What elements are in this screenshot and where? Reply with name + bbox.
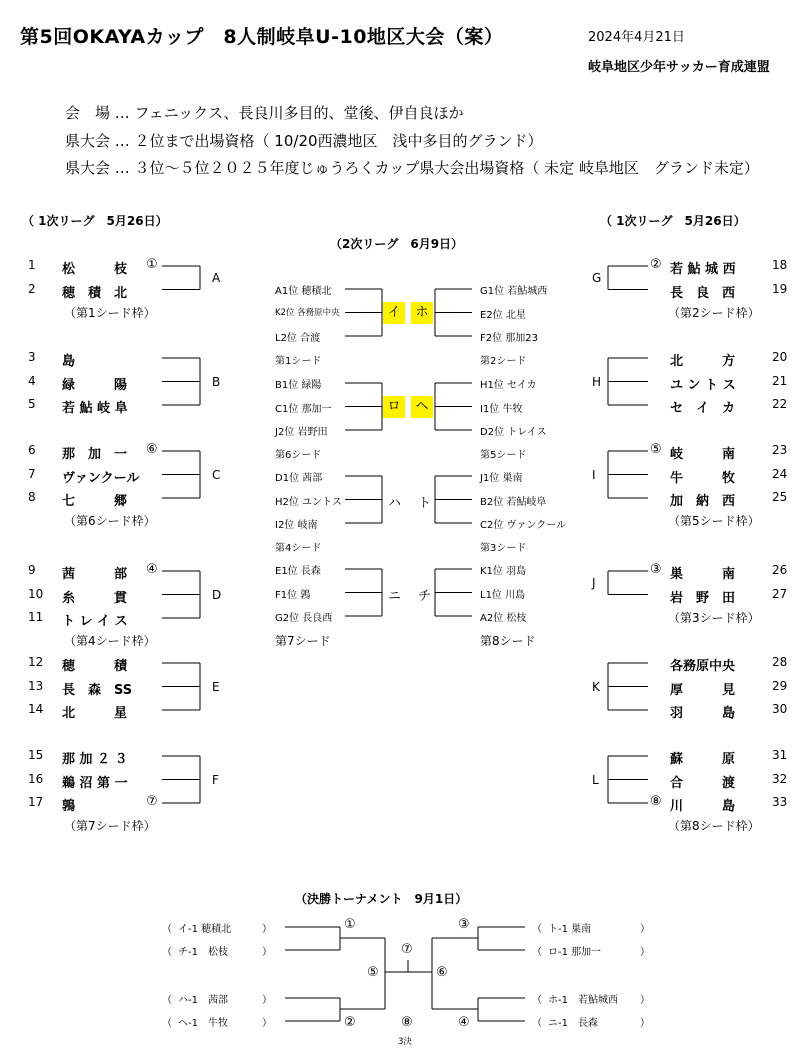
seed-mark: ⑤ (650, 442, 662, 457)
group-label: H (592, 374, 602, 389)
final-left-team: ヘ-1 牛牧 (178, 1018, 228, 1029)
final-left-team: チ-1 松枝 (178, 947, 228, 958)
team-number: 15 (28, 748, 44, 762)
team-name: 若 鮎 城 西 (670, 262, 736, 277)
group-label: L (592, 772, 599, 787)
seed-slot-label: （第5シード枠） (668, 514, 760, 528)
league2-right-slot: K1位 羽島 (480, 566, 527, 577)
final-left-team: イ-1 穂積北 (178, 924, 232, 935)
league2-title: （2次リーグ 6月9日） (330, 237, 464, 251)
league2-group-label: ホ (411, 302, 433, 324)
league2-right-slot: E2位 北星 (480, 309, 526, 321)
final-right-bracket-close: ） (640, 995, 650, 1006)
league2-group-label: ハ (388, 495, 402, 511)
match-number: ④ (458, 1015, 470, 1030)
team-number: 28 (772, 655, 788, 669)
team-name: 合 渡 (670, 775, 736, 791)
team-name: 那 加 ２ ３ (62, 752, 128, 767)
team-number: 9 (28, 563, 36, 577)
match-number: ⑦ (401, 942, 413, 957)
team-number: 12 (28, 655, 44, 669)
team-number: 18 (772, 258, 788, 272)
league2-left-slot: I2位 岐南 (275, 520, 318, 531)
league2-right-slot: F2位 那加23 (480, 333, 539, 344)
final-right-team: ト-1 巣南 (548, 924, 592, 935)
team-number: 4 (28, 373, 36, 388)
team-name: 加 納 西 (670, 494, 736, 509)
prefectural-qualify-line-2: 県大会 … ３位～５位２０２５年度じゅうろくカップ県大会出場資格（ 未定 岐阜地区 グランド未定） (65, 159, 759, 177)
final-right-bracket-close: ） (640, 1018, 650, 1029)
team-number: 14 (28, 702, 44, 716)
team-number: 29 (772, 678, 788, 693)
team-number: 30 (772, 702, 788, 716)
final-title: （決勝トーナメント 9月1日） (295, 892, 468, 906)
league2-right-slot: I1位 牛牧 (480, 403, 523, 415)
team-name: 長 森 SS (62, 682, 133, 698)
team-number: 22 (772, 397, 788, 411)
league2-left-seed: 第6シード (275, 450, 322, 461)
team-number: 7 (28, 466, 36, 481)
group-label: F (212, 772, 219, 787)
seed-slot-label: （第7シード枠） (64, 819, 156, 833)
group-label: E (212, 679, 220, 694)
team-name: 穂 積 北 (62, 285, 128, 301)
seed-mark: ⑧ (650, 794, 662, 809)
team-number: 25 (772, 490, 788, 504)
league2-left-seed: 第1シード (275, 356, 322, 367)
league2-right-seed: 第3シード (480, 543, 527, 554)
match-number: ① (344, 917, 356, 932)
league2-group-label: ヘ (411, 396, 433, 418)
team-number: 31 (772, 748, 788, 762)
league2-right-slot: L1位 川島 (480, 589, 526, 601)
team-number: 3 (28, 350, 36, 364)
team-name: 七 郷 (62, 494, 128, 509)
team-name: 茜 部 (62, 567, 128, 582)
group-label: B (212, 374, 221, 389)
seed-mark: ③ (650, 562, 662, 577)
group-label: D (212, 587, 222, 602)
league2-left-slot: J2位 岩野田 (275, 427, 328, 438)
team-number: 11 (28, 610, 44, 624)
league2-right-slot: A2位 松枝 (480, 613, 527, 624)
team-name: 厚 見 (670, 682, 736, 698)
final-right-bracket-close: ） (640, 947, 650, 958)
league2-left-slot: E1位 長森 (275, 566, 321, 577)
team-number: 33 (772, 795, 788, 809)
league2-left-slot: D1位 茜部 (275, 473, 323, 484)
seed-slot-label: （第1シード枠） (64, 305, 156, 320)
team-number: 20 (772, 350, 788, 364)
league1-right-title: （ 1次リーグ 5月26日） (600, 214, 746, 228)
seed-slot-label: （第4シード枠） (64, 634, 156, 648)
league2-group-label: チ (418, 588, 432, 604)
team-number: 5 (28, 397, 36, 411)
final-right-team: ニ-1 長森 (548, 1018, 598, 1029)
league2-right-seed: 第2シード (480, 356, 527, 367)
seed-slot-label: （第6シード枠） (64, 514, 156, 528)
final-left-bracket-open: （ (162, 924, 172, 935)
final-right-team: ホ-1 若鮎城西 (548, 995, 618, 1006)
team-name: 北 方 (670, 354, 736, 369)
final-left-bracket-open: （ (162, 947, 172, 958)
league2-right-slot: B2位 若鮎岐阜 (480, 496, 547, 508)
team-number: 1 (28, 258, 36, 272)
league2-left-slot: H2位 ユントス (275, 496, 342, 508)
team-number: 17 (28, 795, 44, 809)
team-name: 羽 島 (670, 706, 736, 721)
league2-left-slot: B1位 緑陽 (275, 380, 322, 391)
league2-group-label: ロ (383, 396, 405, 418)
match-number: ⑥ (436, 965, 448, 980)
team-number: 24 (772, 466, 788, 481)
league2-right-slot: D2位 トレイス (480, 427, 547, 438)
final-left-bracket-open: （ (162, 1018, 172, 1029)
team-name: ヴァンクール (62, 470, 140, 486)
match-number: ⑤ (367, 965, 379, 980)
final-left-bracket-close: ） (262, 924, 272, 935)
league2-left-slot: F1位 鶉 (275, 589, 311, 601)
final-right-bracket-open: （ (532, 947, 542, 958)
team-number: 23 (772, 443, 788, 457)
team-name: 長 良 西 (670, 285, 736, 301)
final-left-team: ハ-1 茜部 (178, 995, 228, 1006)
group-label: C (212, 467, 221, 482)
match-number: ③ (458, 917, 470, 932)
league2-left-slot: A1位 穂積北 (275, 286, 332, 297)
group-label: I (592, 467, 596, 482)
team-number: 16 (28, 771, 44, 786)
team-number: 2 (28, 281, 36, 296)
league2-group-label: イ (383, 302, 405, 324)
team-name: 各務原中央 (670, 659, 736, 674)
team-name: 岩 野 田 (670, 590, 736, 606)
team-name: 蘇 原 (670, 752, 736, 767)
group-label: J (592, 575, 596, 590)
team-name: 穂 積 (62, 659, 128, 674)
page-title: 第5回OKAYAカップ 8人制岐阜U-10地区大会（案） (20, 26, 504, 48)
final-right-team: ロ-1 那加一 (548, 947, 602, 958)
league2-left-seed: 第7シード (275, 634, 331, 648)
team-name: 那 加 一 (62, 447, 128, 462)
seed-mark: ④ (146, 562, 158, 577)
team-number: 19 (772, 281, 788, 296)
group-label: K (592, 679, 600, 694)
group-label: A (212, 270, 221, 285)
league1-left-title: （ 1次リーグ 5月26日） (22, 214, 168, 228)
league2-right-slot: J1位 巣南 (480, 473, 523, 484)
final-left-bracket-open: （ (162, 995, 172, 1006)
league2-left-slot: G2位 長良西 (275, 613, 333, 624)
league2-left-slot: L2位 合渡 (275, 333, 321, 344)
team-name: 川 島 (670, 799, 736, 814)
league2-right-slot: C2位 ヴァンクール (480, 520, 567, 531)
league2-left-seed: 第4シード (275, 543, 322, 554)
document-date: 2024年4月21日 (588, 30, 685, 45)
team-number: 13 (28, 678, 44, 693)
team-name: 岐 南 (670, 447, 736, 462)
league2-right-slot: H1位 セイカ (480, 380, 537, 391)
organizer: 岐阜地区少年サッカー育成連盟 (588, 60, 770, 75)
league2-right-seed: 第8シード (480, 634, 536, 648)
seed-mark: ⑥ (146, 442, 158, 457)
team-name: 巣 南 (670, 567, 736, 582)
league2-left-slot: K2位 各務原中央 (275, 307, 340, 318)
seed-mark: ② (650, 257, 662, 272)
team-number: 8 (28, 490, 36, 504)
final-right-bracket-open: （ (532, 995, 542, 1006)
team-number: 26 (772, 563, 788, 577)
team-name: 若 鮎 岐 阜 (62, 401, 128, 416)
match-number: ⑧ (401, 1015, 413, 1030)
final-right-bracket-open: （ (532, 1018, 542, 1029)
team-name: 牛 牧 (670, 470, 736, 486)
league2-left-slot: C1位 那加一 (275, 403, 332, 415)
seed-slot-label: （第3シード枠） (668, 610, 760, 625)
group-label: G (592, 270, 602, 285)
final-right-bracket-open: （ (532, 924, 542, 935)
team-number: 32 (772, 771, 788, 786)
team-name: 北 星 (62, 706, 128, 721)
prefectural-qualify-line-1: 県大会 … ２位まで出場資格（ 10/20西濃地区 浅中多目的グランド） (65, 132, 543, 150)
team-name: 鵜 沼 第 一 (62, 775, 128, 791)
team-name: ト レ イ ス (62, 614, 128, 629)
league2-right-seed: 第5シード (480, 450, 527, 461)
final-right-bracket-close: ） (640, 924, 650, 935)
venue-line: 会 場 … フェニックス、長良川多目的、堂後、伊自良ほか (65, 104, 464, 122)
seed-mark: ① (146, 257, 158, 272)
third-place-label: 3決 (398, 1037, 412, 1047)
team-number: 27 (772, 586, 788, 601)
match-number: ② (344, 1015, 356, 1030)
team-name: 緑 陽 (62, 377, 128, 393)
final-left-bracket-close: ） (262, 1018, 272, 1029)
final-left-bracket-close: ） (262, 947, 272, 958)
team-name: 糸 貫 (62, 590, 128, 606)
team-name: ユ ン ト ス (670, 377, 736, 393)
team-name: 松 枝 (62, 262, 128, 277)
league2-group-label: ト (418, 495, 432, 511)
league2-right-slot: G1位 若鮎城西 (480, 286, 548, 297)
team-name: 島 (62, 354, 76, 369)
seed-mark: ⑦ (146, 794, 158, 809)
seed-slot-label: （第8シード枠） (668, 819, 760, 833)
seed-slot-label: （第2シード枠） (668, 305, 760, 320)
final-left-bracket-close: ） (262, 995, 272, 1006)
team-number: 21 (772, 373, 788, 388)
team-number: 6 (28, 443, 36, 457)
team-number: 10 (28, 586, 44, 601)
team-name: 鶉 (62, 799, 76, 814)
team-name: セ イ カ (670, 401, 736, 416)
league2-group-label: ニ (388, 588, 402, 604)
